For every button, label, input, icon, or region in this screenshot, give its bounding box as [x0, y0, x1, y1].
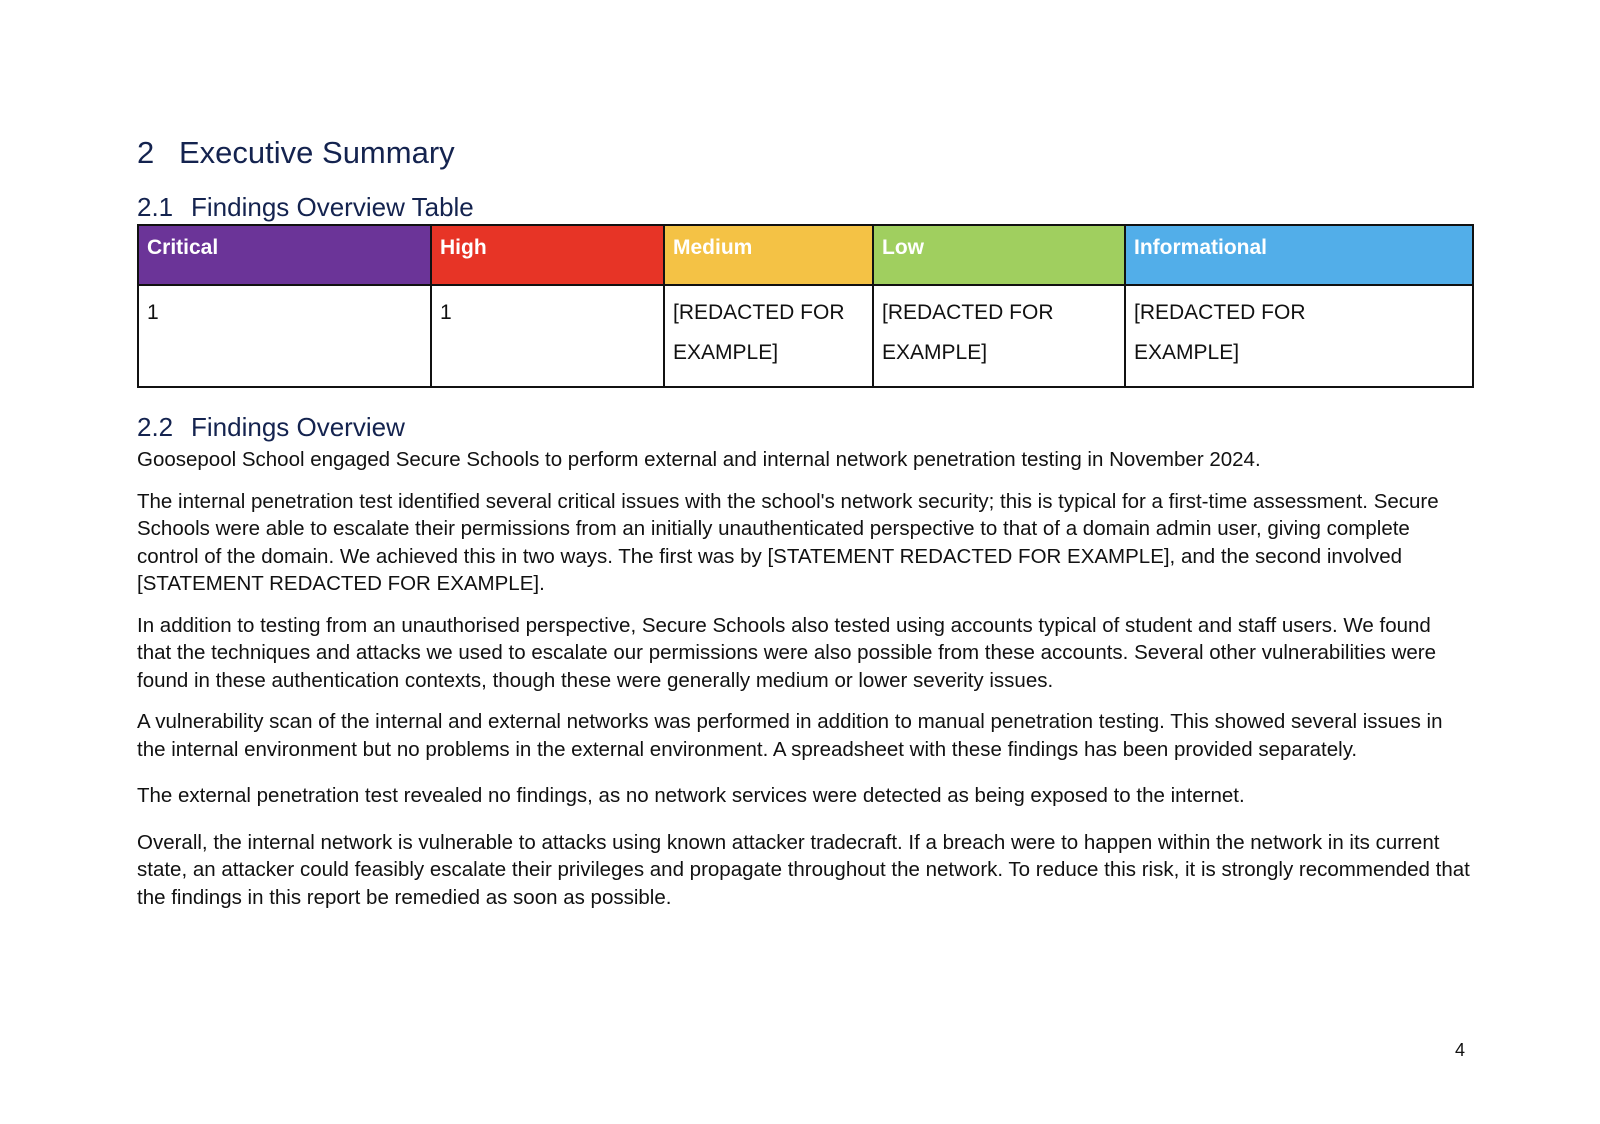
section-number: 2.2 [137, 412, 174, 442]
section-heading-executive-summary [137, 130, 1470, 176]
paragraph-vulnerability-scan: A vulnerability scan of the internal and external networks was performed in addition to manual penetration testing. This showed several issues in the internal environment but no problems in the external environment. A spreadsheet with these findings has been provided separately. [137, 710, 1443, 761]
page-number: 4 [1455, 1040, 1466, 1060]
paragraph-conclusion: Overall, the internal network is vulnerable to attacks using known attacker tradecraft. If a breach were to happen within the network in its current state, an attacker could feasibly escalate their privileges and propagate throughout the network. To reduce this risk, it is strongly recommended that the findings in this report be remedied as soon as possible. [137, 830, 1470, 909]
section-heading-findings-table [137, 190, 1470, 224]
header-critical: Critical [138, 225, 431, 285]
table-row [138, 285, 1473, 387]
header-informational: Informational [1125, 225, 1473, 285]
section-title: Findings Overview Table [191, 192, 474, 222]
section-heading-findings-overview [137, 410, 1470, 444]
header-medium: Medium [664, 225, 873, 285]
section-title: Findings Overview [191, 412, 405, 442]
paragraph-authenticated-testing: In addition to testing from an unauthorised perspective, Secure Schools also tested using accounts typical of student and staff users. We found that the techniques and attacks we used to escalate our permissions were also possible from these accounts. Several other vulnerabilities were found in these authentication contexts, though these were generally medium or lower severity issues. [137, 613, 1437, 692]
cell-high-count: 1 [431, 285, 664, 387]
cell-medium-count: [REDACTED FOR EXAMPLE] [664, 285, 873, 387]
section-number: 2.1 [137, 192, 174, 222]
document-page [137, 130, 1470, 911]
header-high: High [431, 225, 664, 285]
paragraph-internal-test: The internal penetration test identified several critical issues with the school's network security; this is typical for a first-time assessment. Secure Schools were able to escalate their permissions from an initially unauthenticated perspective to that of a domain admin user, giving complete control of the domain. We achieved this in two ways. The first was by [STATEMENT REDACTED FOR EXAMPLE], and the second involved [STATEMENT REDACTED FOR EXAMPLE]. [137, 489, 1439, 595]
findings-overview-table [137, 224, 1474, 388]
table-header-row [138, 225, 1473, 285]
header-low: Low [873, 225, 1125, 285]
section-number: 2 [137, 135, 155, 170]
cell-critical-count: 1 [138, 285, 431, 387]
cell-low-count: [REDACTED FOR EXAMPLE] [873, 285, 1125, 387]
section-title: Executive Summary [179, 135, 455, 170]
cell-informational-count: [REDACTED FOR EXAMPLE] [1125, 285, 1473, 387]
paragraph-external-test: The external penetration test revealed no findings, as no network services were detected as being exposed to the internet. [137, 784, 1245, 807]
paragraph-engagement: Goosepool School engaged Secure Schools to perform external and internal network penetration testing in November 2024. [137, 448, 1261, 471]
